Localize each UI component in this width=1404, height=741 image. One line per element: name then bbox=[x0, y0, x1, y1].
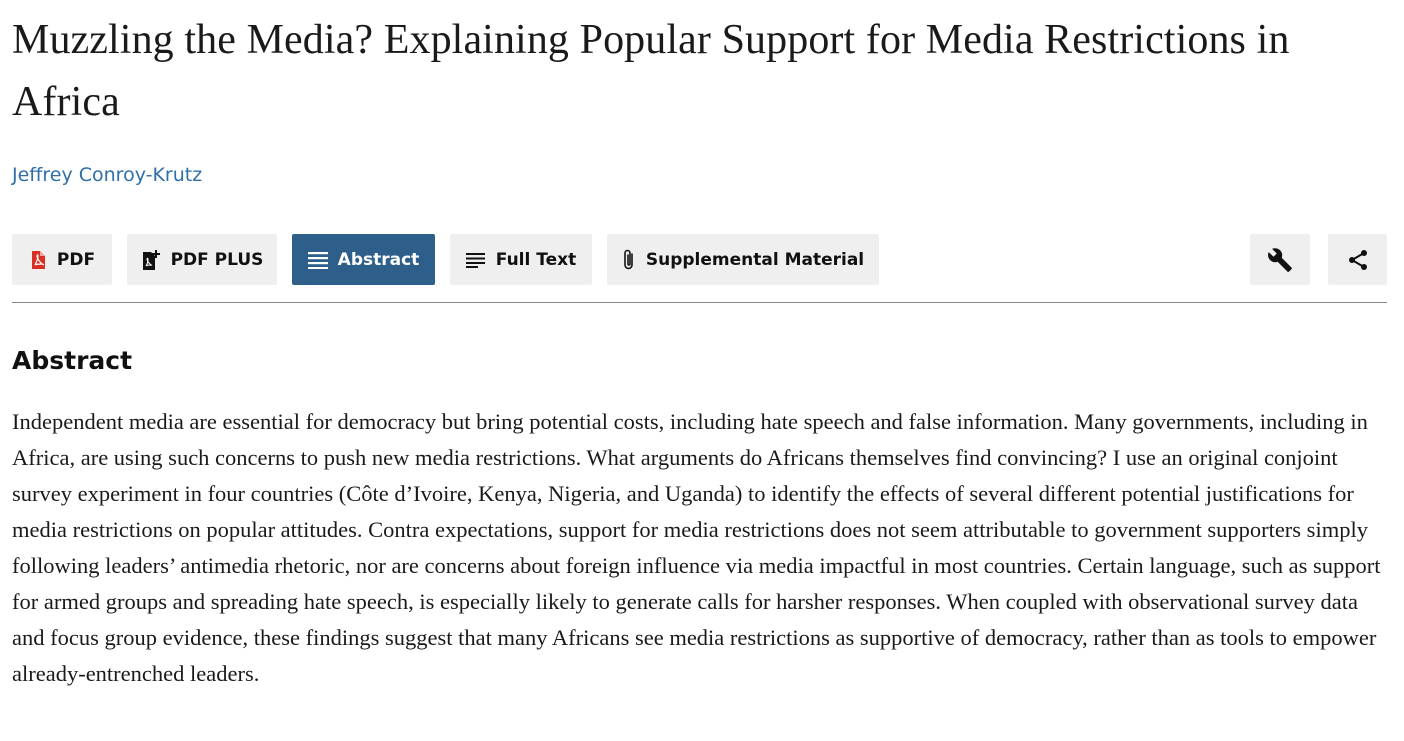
tools-button[interactable] bbox=[1250, 234, 1310, 285]
article-toolbar bbox=[12, 234, 1387, 285]
pdf-button[interactable] bbox=[12, 234, 112, 285]
full-text-button[interactable] bbox=[450, 234, 592, 285]
paperclip-icon bbox=[622, 248, 636, 272]
pdf-plus-button[interactable] bbox=[127, 234, 277, 285]
pdf-plus-label: PDF PLUS bbox=[170, 249, 264, 270]
toolbar-divider bbox=[12, 302, 1387, 303]
share-icon bbox=[1346, 248, 1370, 272]
pdf-plus-icon bbox=[141, 249, 161, 271]
abstract-tab-label: Abstract bbox=[337, 249, 420, 270]
share-button[interactable] bbox=[1328, 234, 1387, 285]
abstract-heading: Abstract bbox=[12, 346, 133, 375]
abstract-text: Independent media are essential for democracy but bring potential costs, including hate speech and false information. Many governments, including in Africa, are using such concerns to push new media restrictions. What arguments do Africans themselves find convincing? I use an original conjoint survey experiment in four countries (Côte d’Ivoire, Kenya, Nigeria, and Uganda) to identify the effects of several different potential justifications for media restrictions on popular attitudes. Contra expectations, support for media restrictions does not seem attributable to government supporters simply following leaders’ antimedia rhetoric, nor are concerns about foreign influence via media impactful in most countries. Certain language, such as support for armed groups and spreading hate speech, is especially likely to generate calls for harsher responses. When coupled with observational survey data and focus group evidence, these findings suggest that many Africans see media restrictions as supportive of democracy, rather than as tools to empower already-entrenched leaders. bbox=[12, 409, 1381, 686]
article-title: Muzzling the Media? Explaining Popular Support for Media Restrictions in Africa bbox=[12, 17, 1290, 125]
author-link[interactable]: Jeffrey Conroy-Krutz bbox=[12, 164, 203, 186]
abstract-tab-button[interactable] bbox=[292, 234, 435, 285]
pdf-label: PDF bbox=[56, 249, 96, 270]
lines-icon bbox=[308, 251, 328, 269]
supplemental-material-label: Supplemental Material bbox=[645, 249, 865, 270]
full-text-label: Full Text bbox=[495, 249, 577, 270]
pdf-icon bbox=[29, 250, 47, 270]
supplemental-material-button[interactable] bbox=[607, 234, 879, 285]
text-lines-icon bbox=[466, 252, 486, 268]
wrench-icon bbox=[1267, 247, 1293, 273]
